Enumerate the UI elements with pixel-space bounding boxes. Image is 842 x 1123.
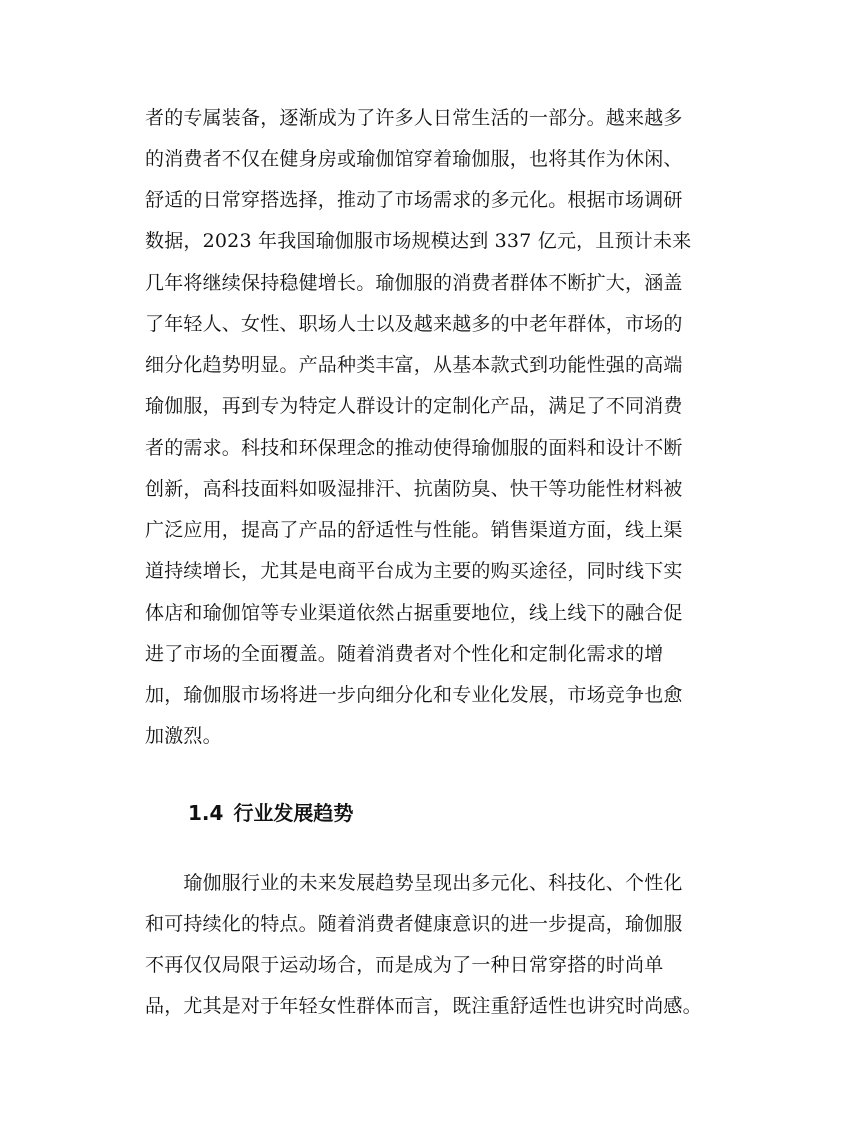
paragraph-line: 道持续增长，尤其是电商平台成为主要的购买途径，同时线下实 [145,560,683,582]
paragraph-line: 和可持续化的特点。随着消费者健康意识的进一步提高，瑜伽服 [145,913,683,935]
paragraph-line: 瑜伽服行业的未来发展趋势呈现出多元化、科技化、个性化 [145,872,683,894]
paragraph-line: 者的需求。科技和环保理念的推动使得瑜伽服的面料和设计不断 [145,437,683,459]
paragraph-line: 创新，高科技面料如吸湿排汗、抗菌防臭、快干等功能性材料被 [145,478,683,500]
paragraph-line: 瑜伽服，再到专为特定人群设计的定制化产品，满足了不同消费 [145,395,683,417]
paragraph-line: 的消费者不仅在健身房或瑜伽馆穿着瑜伽服，也将其作为休闲、 [145,148,683,170]
section-number: 1.4 [188,801,224,825]
paragraph-line: 细分化趋势明显。产品种类丰富，从基本款式到功能性强的高端 [145,354,683,376]
paragraph-line: 品，尤其是对于年轻女性群体而言，既注重舒适性也讲究时尚感。 [145,995,702,1017]
section-title: 行业发展趋势 [233,801,354,825]
paragraph-line: 不再仅仅局限于运动场合，而是成为了一种日常穿搭的时尚单 [145,954,664,976]
paragraph-line: 加激烈。 [145,725,222,747]
paragraph-line: 加，瑜伽服市场将进一步向细分化和专业化发展，市场竞争也愈 [145,684,683,706]
section-heading [188,800,353,826]
paragraph-line: 进了市场的全面覆盖。随着消费者对个性化和定制化需求的增 [145,643,664,665]
paragraph-line: 几年将继续保持稳健增长。瑜伽服的消费者群体不断扩大，涵盖 [145,272,683,294]
paragraph-line: 者的专属装备，逐渐成为了许多人日常生活的一部分。越来越多 [145,107,683,129]
paragraph-line: 了年轻人、女性、职场人士以及越来越多的中老年群体，市场的 [145,313,683,335]
paragraph-line: 舒适的日常穿搭选择，推动了市场需求的多元化。根据市场调研 [145,189,683,211]
paragraph-line: 广泛应用，提高了产品的舒适性与性能。销售渠道方面，线上渠 [145,519,683,541]
paragraph-line: 体店和瑜伽馆等专业渠道依然占据重要地位，线上线下的融合促 [145,602,683,624]
paragraph-line: 数据，2023 年我国瑜伽服市场规模达到 337 亿元，且预计未来 [145,230,692,252]
